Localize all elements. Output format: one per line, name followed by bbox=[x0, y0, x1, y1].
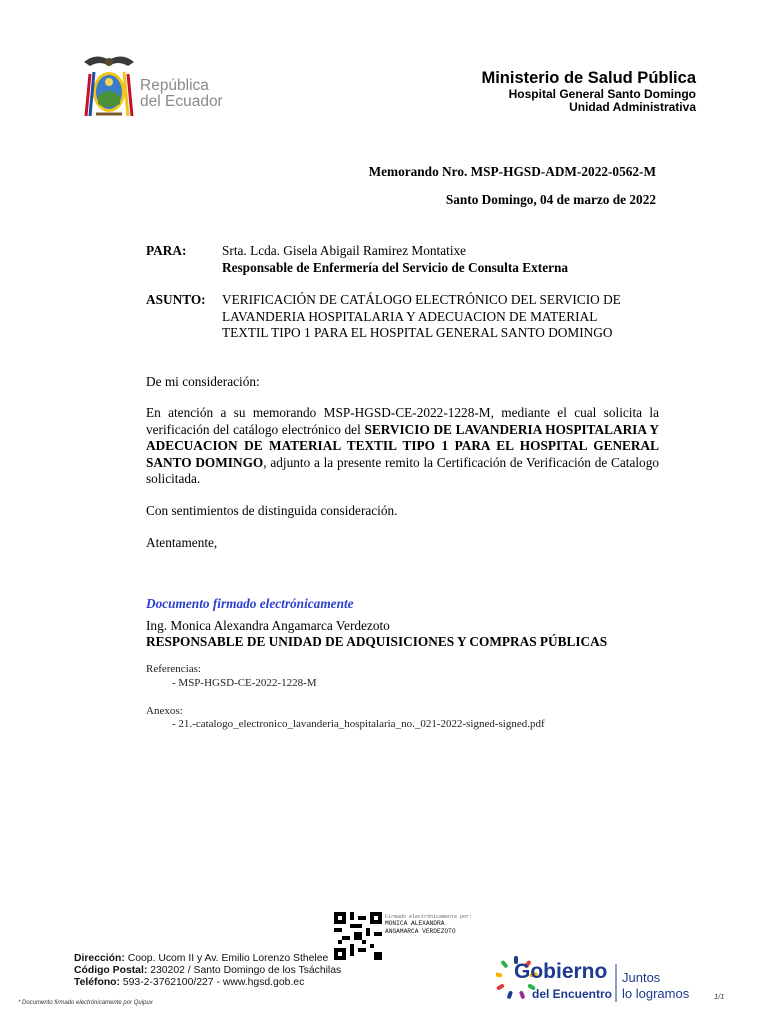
stamp-caption: Firmado electrónicamente por: bbox=[385, 914, 473, 920]
memo-number: Memorando Nro. MSP-HGSD-ADM-2022-0562-M bbox=[368, 164, 656, 179]
signed-electronically-label: Documento firmado electrónicamente bbox=[146, 596, 354, 611]
gobierno-encuentro-icon bbox=[496, 946, 692, 1010]
closing: Con sentimientos de distinguida consideración. bbox=[146, 503, 398, 518]
body-paragraph-service: SERVICIO DE LAVANDERIA HOSPITALARIA Y ADECUACION DE MATERIAL TEXTIL TIPO 1 PARA EL HOSPITAL GENERAL SANTO DOMINGO bbox=[146, 421, 660, 470]
unit-name: Unidad Administrativa bbox=[569, 100, 696, 114]
reference-item: - MSP-HGSD-CE-2022-1228-M bbox=[172, 677, 317, 689]
memo-place-date: Santo Domingo, 04 de marzo de 2022 bbox=[445, 192, 656, 207]
para-label: PARA: bbox=[146, 243, 187, 258]
asunto-line2: LAVANDERIA HOSPITALARIA Y ADECUACION DE MATERIAL bbox=[222, 308, 598, 324]
address-value: Coop. Ucom II y Av. Emilio Lorenzo Sthelee bbox=[127, 953, 329, 964]
gobierno-del-encuentro-logo bbox=[496, 946, 692, 1010]
svg-text:del Encuentro: del Encuentro bbox=[532, 987, 613, 1001]
references-label: Referencias: bbox=[146, 663, 201, 675]
svg-text:lo logramos: lo logramos bbox=[622, 986, 690, 1001]
asunto-line3: TEXTIL TIPO 1 PARA EL HOSPITAL GENERAL SANTO DOMINGO bbox=[222, 325, 613, 340]
hospital-name: Hospital General Santo Domingo bbox=[508, 87, 696, 101]
recipient-role: Responsable de Enfermería del Servicio de Consulta Externa bbox=[222, 259, 569, 275]
svg-text:Juntos: Juntos bbox=[622, 970, 661, 985]
body-paragraph-rest: , adjunto a la presente remito la Certificación de Verificación de Catalogo solicitada. bbox=[146, 454, 660, 486]
asunto-line1: VERIFICACIÓN DE CATÁLOGO ELECTRÓNICO DEL SERVICIO DE bbox=[222, 292, 621, 307]
stamp-signer bbox=[385, 920, 456, 935]
greeting: De mi consideración: bbox=[146, 374, 260, 389]
postal-label: Código Postal: bbox=[74, 965, 148, 976]
phone-label: Teléfono: bbox=[74, 977, 120, 988]
signer-role: RESPONSABLE DE UNIDAD DE ADQUISICIONES Y COMPRAS PÚBLICAS bbox=[146, 634, 608, 649]
annex-item[interactable]: - 21.-catalogo_electronico_lavanderia_hospitalaria_no._021-2022-signed-signed.pdf bbox=[172, 718, 545, 730]
address-label: Dirección: bbox=[74, 953, 125, 964]
republica-line2: del Ecuador bbox=[140, 93, 223, 110]
signer-name: Ing. Monica Alexandra Angamarca Verdezoto bbox=[146, 618, 390, 633]
page-number: 1/1 bbox=[714, 992, 725, 1001]
svg-text:Gobierno: Gobierno bbox=[514, 960, 608, 983]
phone-value: 593-2-3762100/227 - www.hgsd.gob.ec bbox=[122, 977, 305, 988]
postal-value: 230202 / Santo Domingo de los Tsáchilas bbox=[150, 965, 342, 976]
stamp-line1: MONICA ALEXANDRA bbox=[385, 920, 445, 927]
republica-line1: República bbox=[140, 77, 209, 94]
body-paragraph bbox=[146, 405, 659, 488]
para-recipient bbox=[222, 243, 652, 276]
asunto-label: ASUNTO: bbox=[146, 292, 206, 307]
annexes-label: Anexos: bbox=[146, 705, 183, 717]
quipux-footnote: * Documento firmado electrónicamente por Quipux bbox=[18, 1000, 153, 1006]
recipient-name: Srta. Lcda. Gisela Abigail Ramirez Montatixe bbox=[222, 243, 467, 258]
asunto-text bbox=[222, 292, 652, 342]
ministry-header bbox=[481, 68, 696, 114]
stamp-line2: ANGAMARCA VERDEZOTO bbox=[385, 927, 456, 935]
footer-contact bbox=[74, 953, 341, 989]
regards: Atentamente, bbox=[146, 535, 218, 550]
ministry-name: Ministerio de Salud Pública bbox=[481, 69, 696, 87]
ecuador-coat-of-arms-icon bbox=[78, 52, 140, 124]
body-paragraph-intro: En atención a su memorando MSP-HGSD-CE-2022-1228-M, mediante el cual solicita la verificación del catálogo electrónico del bbox=[146, 405, 659, 437]
republica-ecuador-text bbox=[140, 78, 223, 110]
